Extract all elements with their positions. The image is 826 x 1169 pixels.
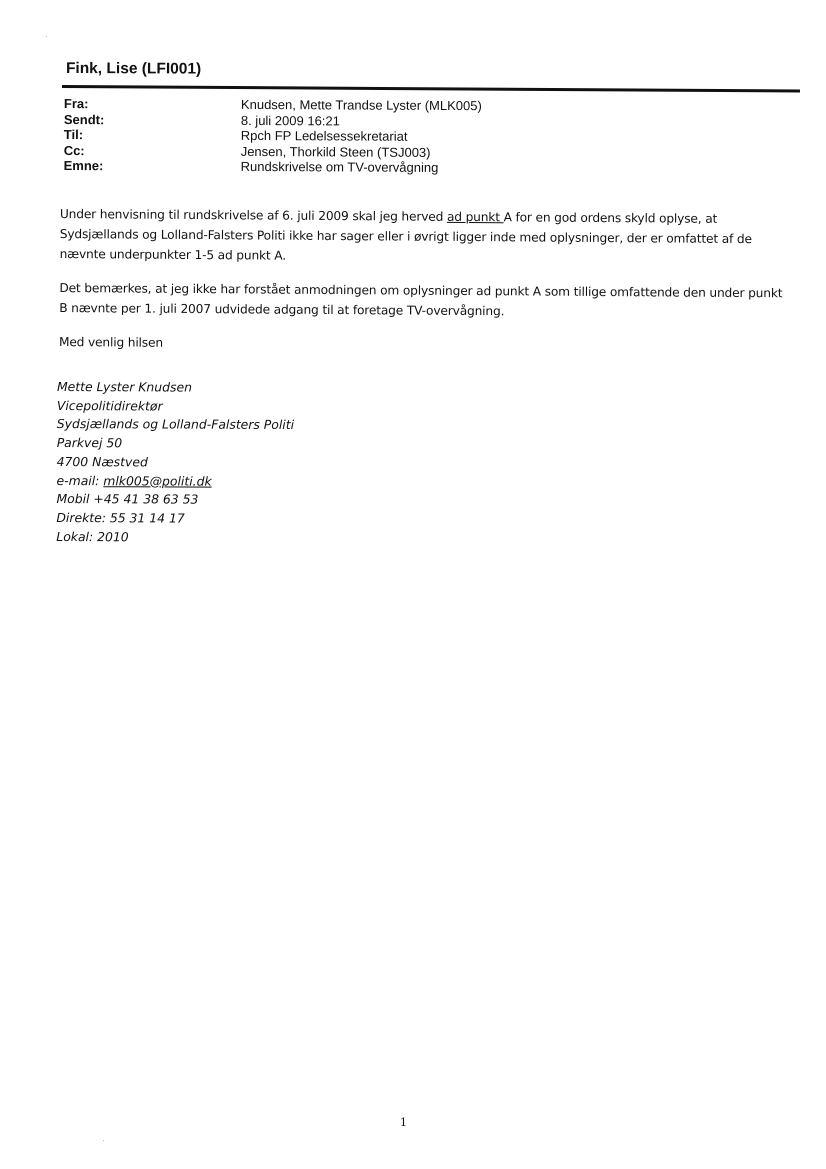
signature-street: Parkvej 50 (56, 435, 123, 451)
signature-email-line (57, 472, 294, 492)
email-label: e-mail: (56, 472, 104, 488)
p1-underlined-text: ad punkt (446, 209, 504, 225)
body-paragraph-2: Det bemærkes, at jeg ikke har forstået anmodningen om oplysninger ad punkt A som tillige omfattende den under punkt B nævnte per 1. juli 2007 udvidede adgang til at foretage TV-overvågning. (59, 280, 783, 319)
signature-organization: Sydsjællands og Lolland-Falsters Politi (56, 416, 295, 433)
signature-block (56, 378, 294, 547)
scan-speck (103, 1140, 104, 1141)
page-number: 1 (400, 1116, 407, 1129)
email-headers (64, 96, 764, 178)
signature-direct: Direkte: 55 31 14 17 (56, 509, 185, 526)
header-row-subject (64, 158, 764, 177)
from-label: Fra: (63, 96, 89, 112)
p1-text-before: Under henvisning til rundskrivelse af 6. juli 2009 skal jeg herved (59, 206, 448, 224)
cc-label: Cc: (63, 142, 85, 158)
p1-text-after: A for en god ordens skyld oplyse, at Sydsjællands og Lolland-Falsters Politi ikke har sager eller i øvrigt ligger inde med oplysninger, der er omfattet af de nævnte underpunkter 1-5 ad punkt A. (59, 210, 752, 263)
to-label: Til: (63, 127, 84, 143)
subject-value: Rundskrivelse om TV-overvågning (240, 159, 439, 176)
signature-city: 4700 Næstved (56, 453, 148, 470)
sent-label: Sendt: (63, 111, 105, 127)
header-rule (62, 85, 800, 93)
closing-greeting: Med venlig hilsen (58, 334, 164, 350)
body-paragraph-1 (60, 204, 790, 269)
from-value: Knudsen, Mette Trandse Lyster (MLK005) (240, 96, 482, 114)
email-body (59, 204, 790, 371)
cc-value: Jensen, Thorkild Steen (TSJ003) (240, 143, 431, 160)
to-value: Rpch FP Ledelsessekretariat (240, 128, 408, 144)
email-link[interactable]: mlk005@politi.dk (103, 472, 212, 489)
mailbox-owner-header: Fink, Lise (LFI001) (65, 60, 202, 78)
sent-value: 8. juli 2009 16:21 (240, 112, 340, 129)
signature-mobile: Mobil +45 41 38 63 53 (56, 491, 199, 507)
signature-local: Lokal: 2010 (56, 528, 129, 544)
signature-name: Mette Lyster Knudsen (56, 379, 192, 395)
scan-speck (46, 36, 47, 37)
subject-label: Emne: (63, 158, 104, 174)
signature-title: Vicepolitidirektør (56, 397, 163, 414)
